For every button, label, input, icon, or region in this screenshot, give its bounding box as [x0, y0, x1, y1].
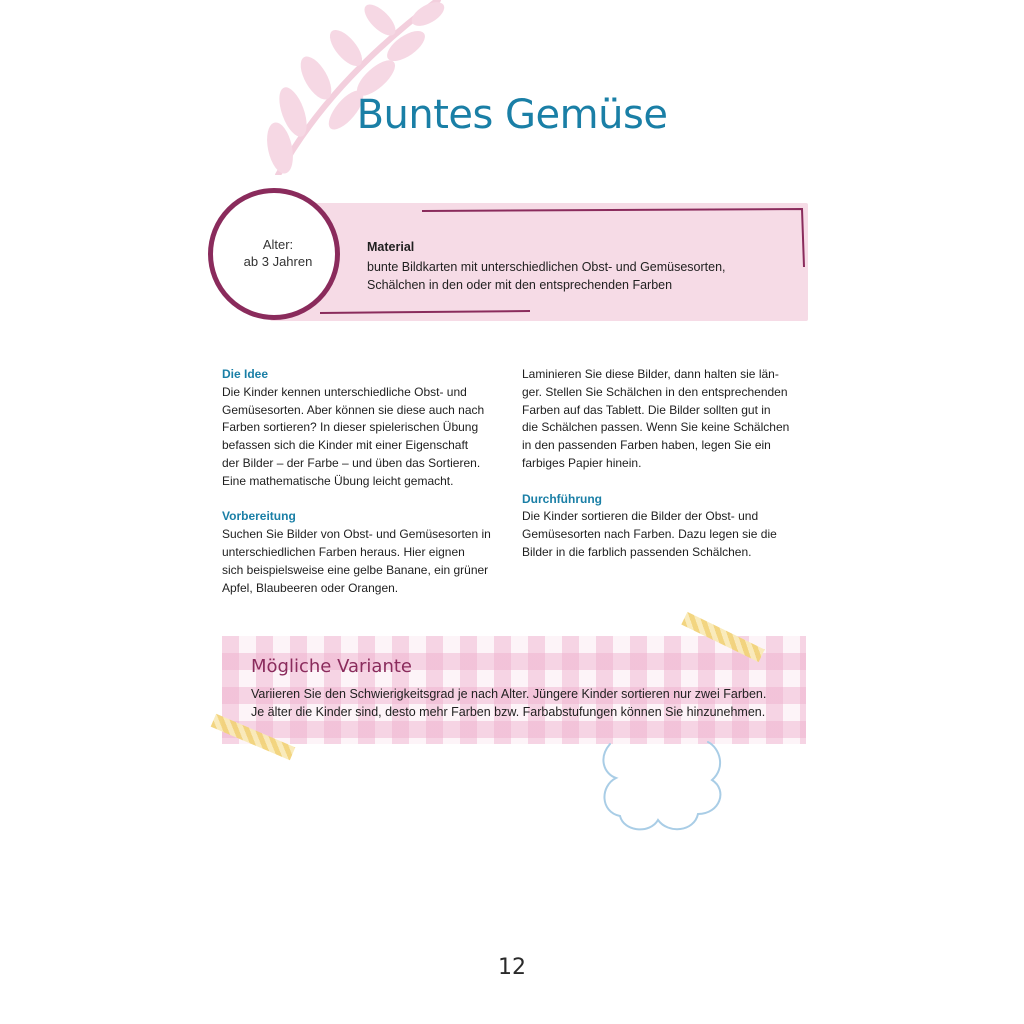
durchfuehrung-line: Bilder in die farblich passenden Schälchen.	[522, 544, 752, 559]
durchfuehrung-line: Die Kinder sortieren die Bilder der Obst- und	[522, 509, 759, 524]
age-label: Alter:	[262, 237, 294, 252]
idee-line: befassen sich die Kinder mit einer Eigenschaft	[222, 438, 469, 453]
vorbereitung-line: farbiges Papier hinein.	[522, 455, 642, 470]
vorbereitung-line: Suchen Sie Bilder von Obst- und Gemüsesorten in	[222, 527, 491, 542]
page-title: Buntes Gemüse	[356, 92, 668, 138]
variant-line: Variieren Sie den Schwierigkeitsgrad je nach Alter. Jüngere Kinder sortieren nur zwei Farben.	[251, 687, 767, 701]
idee-line: Farben sortieren? In dieser spielerischen Übung	[222, 420, 479, 435]
vorbereitung-line: unterschiedlichen Farben heraus. Hier eignen	[222, 544, 465, 559]
idee-line: Eine mathematische Übung leicht gemacht.	[222, 473, 454, 488]
right-column	[522, 366, 812, 562]
variant-heading: Mögliche Variante	[251, 656, 412, 677]
vorbereitung-heading: Vorbereitung	[222, 509, 296, 524]
vorbereitung-line: sich beispielsweise eine gelbe Banane, ein grüner	[222, 562, 489, 577]
idee-line: der Bilder – der Farbe – und üben das Sortieren.	[222, 455, 481, 470]
vorbereitung-line: Laminieren Sie diese Bilder, dann halten sie län-	[522, 367, 779, 381]
leaf-branch-decoration	[238, 0, 448, 175]
left-column	[222, 366, 512, 597]
flower-outline-decoration	[596, 738, 728, 834]
page-number: 12	[498, 955, 526, 980]
durchfuehrung-heading: Durchführung	[522, 491, 602, 506]
durchfuehrung-line: Gemüsesorten nach Farben. Dazu legen sie die	[522, 527, 777, 542]
idee-line: Die Kinder kennen unterschiedliche Obst- und	[222, 384, 467, 399]
vorbereitung-line: Apfel, Blaubeeren oder Orangen.	[222, 580, 399, 595]
age-value: ab 3 Jahren	[243, 254, 313, 269]
material-text	[367, 258, 797, 294]
idee-heading: Die Idee	[222, 367, 269, 381]
material-heading: Material	[367, 240, 415, 254]
material-line: bunte Bildkarten mit unterschiedlichen Obst- und Gemüsesorten,	[367, 260, 726, 274]
material-line: Schälchen in den oder mit den entsprechenden Farben	[367, 278, 673, 292]
age-info	[212, 236, 344, 270]
variant-line: Je älter die Kinder sind, desto mehr Farben bzw. Farbabstufungen können Sie hinzunehmen.	[251, 705, 766, 719]
vorbereitung-line: die Schälchen passen. Wenn Sie keine Schälchen	[522, 420, 790, 435]
idee-line: Gemüsesorten. Aber können sie diese auch nach	[222, 402, 485, 417]
vorbereitung-line: in den passenden Farben haben, legen Sie ein	[522, 438, 771, 453]
variant-text	[251, 685, 766, 721]
vorbereitung-line: Farben auf das Tablett. Die Bilder sollten gut in	[522, 402, 771, 417]
vorbereitung-line: ger. Stellen Sie Schälchen in den entsprechenden	[522, 384, 788, 399]
